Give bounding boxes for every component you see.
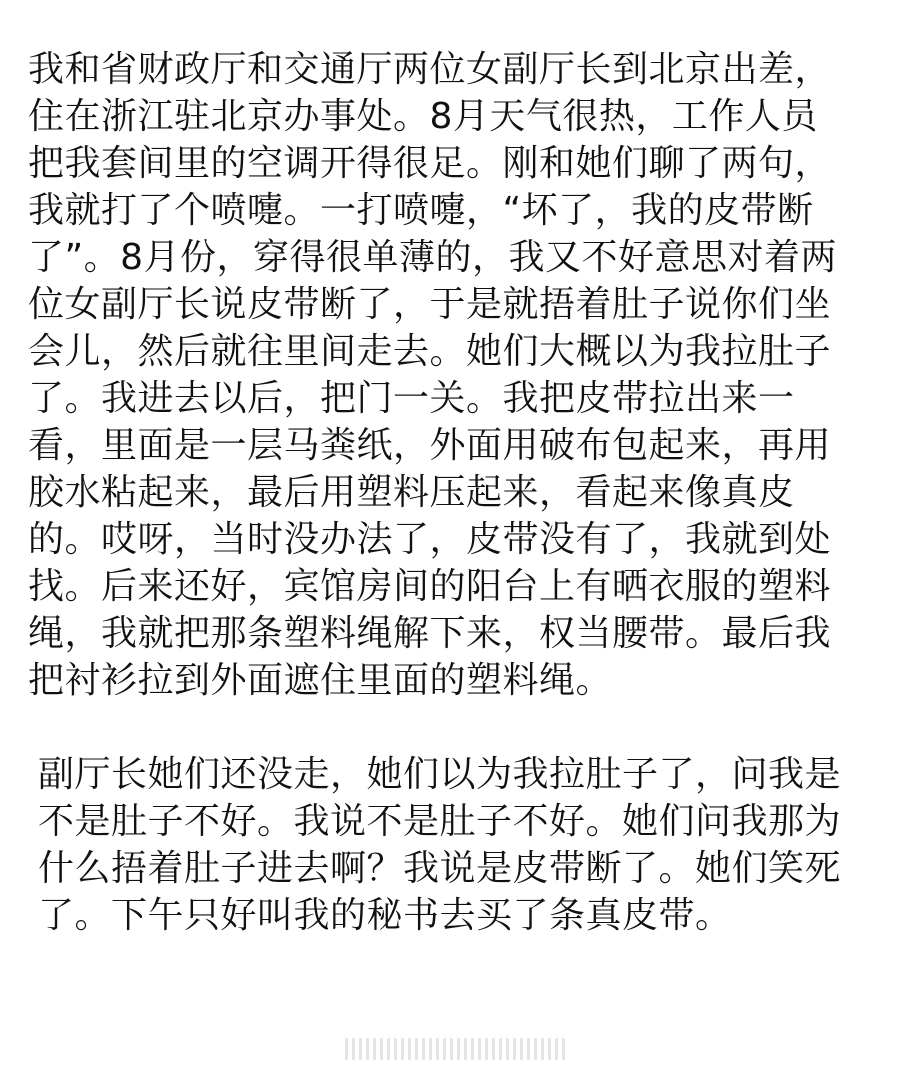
text-line: 住在浙江驻北京办事处。8月天气很热，工作人员: [28, 96, 818, 137]
text-line: 什么捂着肚子进去啊？我说是皮带断了。她们笑死: [38, 848, 842, 889]
text-line: 绳，我就把那条塑料绳解下来，权当腰带。最后我: [28, 613, 832, 654]
text-line: 找。后来还好，宾馆房间的阳台上有晒衣服的塑料: [28, 566, 832, 607]
text-line: 把我套间里的空调开得很足。刚和她们聊了两句，: [28, 143, 832, 184]
document-body: [28, 46, 888, 939]
text-line: 位女副厅长说皮带断了，于是就捂着肚子说你们坐: [28, 284, 832, 325]
paragraph-gap: [28, 704, 888, 751]
text-line: 把衬衫拉到外面遮住里面的塑料绳。: [28, 660, 613, 701]
text-line: 我就打了个喷嚏。一打喷嚏，“坏了，我的皮带断: [28, 190, 814, 231]
text-line: 副厅长她们还没走，她们以为我拉肚子了，问我是: [38, 754, 842, 795]
text-line: 看，里面是一层马粪纸，外面用破布包起来，再用: [28, 425, 832, 466]
text-line: 胶水粘起来，最后用塑料压起来，看起来像真皮: [28, 472, 795, 513]
text-line: 不是肚子不好。我说不是肚子不好。她们问我那为: [38, 801, 842, 842]
paragraph-1: [28, 46, 888, 704]
text-line: 的。哎呀，当时没办法了，皮带没有了，我就到处: [28, 519, 832, 560]
text-line: 了。我进去以后，把门一关。我把皮带拉出来一: [28, 378, 795, 419]
text-line: 会儿，然后就往里间走去。她们大概以为我拉肚子: [28, 331, 832, 372]
watermark-bars: [345, 1036, 565, 1062]
paragraph-2: [28, 751, 888, 939]
text-line: 了。下午只好叫我的秘书去买了条真皮带。: [38, 895, 732, 936]
text-line: 我和省财政厅和交通厅两位女副厅长到北京出差，: [28, 49, 832, 90]
text-line: 了”。8月份，穿得很单薄的，我又不好意思对着两: [28, 237, 838, 278]
